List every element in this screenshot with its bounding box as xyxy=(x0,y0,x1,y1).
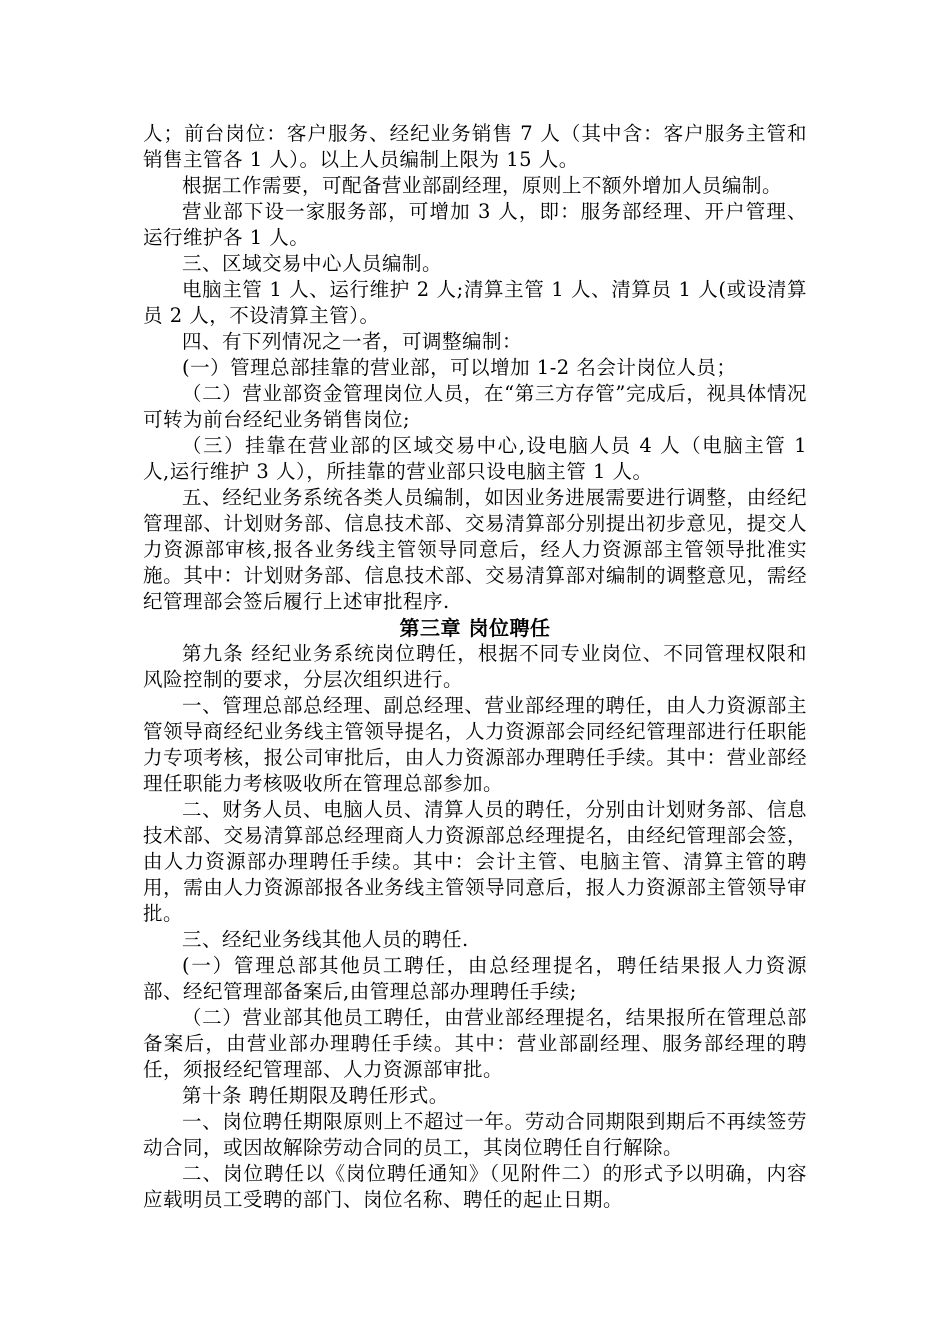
paragraph-condition-1: (一）管理总部挂靠的营业部，可以增加 1-2 名会计岗位人员； xyxy=(182,356,737,379)
document-page xyxy=(143,121,807,1213)
paragraph-article-9: 第九条 经纪业务系统岗位聘任，根据不同专业岗位、不同管理权限和风险控制的要求，分层次组织进行。 xyxy=(143,642,807,691)
paragraph-article-9-item-3: 三、经纪业务线其他人员的聘任. xyxy=(182,928,469,951)
paragraph-article-10-item-2: 二、岗位聘任以《岗位聘任通知》（见附件二）的形式予以明确，内容应载明员工受聘的部门、岗位名称、聘任的起止日期。 xyxy=(143,1162,807,1211)
paragraph-article-9-sub-2: （二）营业部其他员工聘任，由营业部经理提名，结果报所在管理总部备案后，由营业部办理聘任手续。其中：营业部副经理、服务部经理的聘任，须报经纪管理部、人力资源部审批。 xyxy=(143,1006,807,1081)
paragraph-staffing-front-desk: 人；前台岗位：客户服务、经纪业务销售 7 人（其中含：客户服务主管和销售主管各 1 人）。以上人员编制上限为 15 人。 xyxy=(143,122,807,171)
paragraph-regional-center-staff: 电脑主管 1 人、运行维护 2 人;清算主管 1 人、清算员 1 人(或设清算员 2 人，不设清算主管）。 xyxy=(143,278,807,327)
paragraph-staffing-adjustment: 五、经纪业务系统各类人员编制，如因业务进展需要进行调整，由经纪管理部、计划财务部、信息技术部、交易清算部分别提出初步意见，提交人力资源部审核,报各业务线主管领导同意后，经人力资源部主管领导批准实施。其中：计划财务部、信息技术部、交易清算部对编制的调整意见，需经纪管理部会签后履行上述审批程序. xyxy=(143,486,807,613)
paragraph-adjustment-conditions: 四、有下列情况之一者，可调整编制： xyxy=(182,330,523,353)
paragraph-article-9-item-1: 一、管理总部总经理、副总经理、营业部经理的聘任，由人力资源部主管领导商经纪业务线主管领导提名，人力资源部会同经纪管理部进行任职能力专项考核，报公司审批后，由人力资源部办理聘任手续。其中：营业部经理任职能力考核吸收所在管理总部参加。 xyxy=(143,694,807,795)
paragraph-article-9-sub-1: (一）管理总部其他员工聘任，由总经理提名，聘任结果报人力资源部、经纪管理部备案后,由管理总部办理聘任手续; xyxy=(143,954,807,1003)
paragraph-article-10: 第十条 聘任期限及聘任形式。 xyxy=(182,1084,449,1107)
paragraph-condition-3: （三）挂靠在营业部的区域交易中心,设电脑人员 4 人（电脑主管 1 人,运行维护 3 人），所挂靠的营业部只设电脑主管 1 人。 xyxy=(143,434,807,483)
paragraph-article-9-item-2: 二、财务人员、电脑人员、清算人员的聘任，分别由计划财务部、信息技术部、交易清算部总经理商人力资源部总经理提名，由经纪管理部会签，由人力资源部办理聘任手续。其中：会计主管、电脑主管、清算主管的聘用，需由人力资源部报各业务线主管领导同意后，报人力资源部主管领导审批。 xyxy=(143,798,807,925)
paragraph-service-branch: 营业部下设一家服务部，可增加 3 人，即：服务部经理、开户管理、运行维护各 1 人。 xyxy=(143,200,807,249)
paragraph-article-10-item-1: 一、岗位聘任期限原则上不超过一年。劳动合同期限到期后不再续签劳动合同，或因故解除劳动合同的员工，其岗位聘任自行解除。 xyxy=(143,1110,807,1159)
paragraph-condition-2: （二）营业部资金管理岗位人员，在“第三方存管”完成后，视具体情况可转为前台经纪业务销售岗位; xyxy=(143,382,807,431)
chapter-heading: 第三章 岗位聘任 xyxy=(399,616,551,640)
paragraph-regional-center-heading: 三、区域交易中心人员编制。 xyxy=(182,252,443,275)
paragraph-deputy-manager: 根据工作需要，可配备营业部副经理，原则上不额外增加人员编制。 xyxy=(182,174,783,197)
